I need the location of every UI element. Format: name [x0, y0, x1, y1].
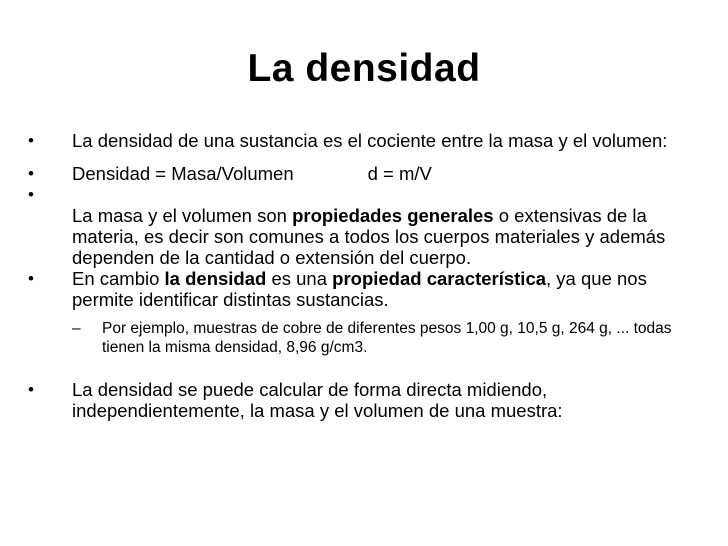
slide-body: [28, 130, 700, 421]
slide-title: La densidad: [247, 47, 481, 90]
emphasis-characteristic-property: propiedad característica: [332, 268, 547, 289]
bullet-icon: •: [28, 380, 34, 399]
bullet-item-characteristic: [28, 268, 700, 310]
bullet-item-empty: [28, 184, 700, 205]
sub-text: Por ejemplo, muestras de cobre de diferentes pesos 1,00 g, 10,5 g, 264 g, ... todas tienen la misma densidad, 8,96 g/cm3.: [102, 320, 672, 356]
text-run: La masa y el volumen son: [72, 205, 293, 226]
emphasis-density: la densidad: [164, 268, 267, 289]
text-run: o extensivas de la materia, es decir son comunes a todos los cuerpos materiales y además dependen de la cantidad o extensión del cuerpo.: [72, 205, 666, 268]
text-run: , ya que nos permite identificar distintas sustancias.: [72, 268, 647, 310]
formula-symbols: d = m/V: [367, 163, 432, 184]
text-run: En cambio: [72, 268, 165, 289]
bullet-icon: •: [28, 185, 34, 204]
sub-item-example: [28, 319, 700, 357]
bullet-icon: •: [28, 164, 34, 183]
bullet-icon: •: [28, 269, 34, 288]
bullet-item-formula: [28, 163, 700, 184]
bullet-text: La densidad de una sustancia es el cociente entre la masa y el volumen:: [72, 130, 668, 151]
bullet-item-general-properties-text: [28, 205, 700, 268]
dash-icon: –: [72, 320, 81, 337]
bullet-icon: •: [28, 131, 34, 150]
emphasis-general-properties: propiedades generales: [292, 205, 494, 226]
bullet-item-calculation: [28, 379, 700, 421]
formula-words: Densidad = Masa/Volumen: [72, 163, 294, 184]
bullet-text: La densidad se puede calcular de forma directa midiendo, independientemente, la masa y el volumen de una muestra:: [72, 379, 563, 421]
bullet-item-definition: [28, 130, 700, 151]
text-run: es una: [266, 268, 333, 289]
